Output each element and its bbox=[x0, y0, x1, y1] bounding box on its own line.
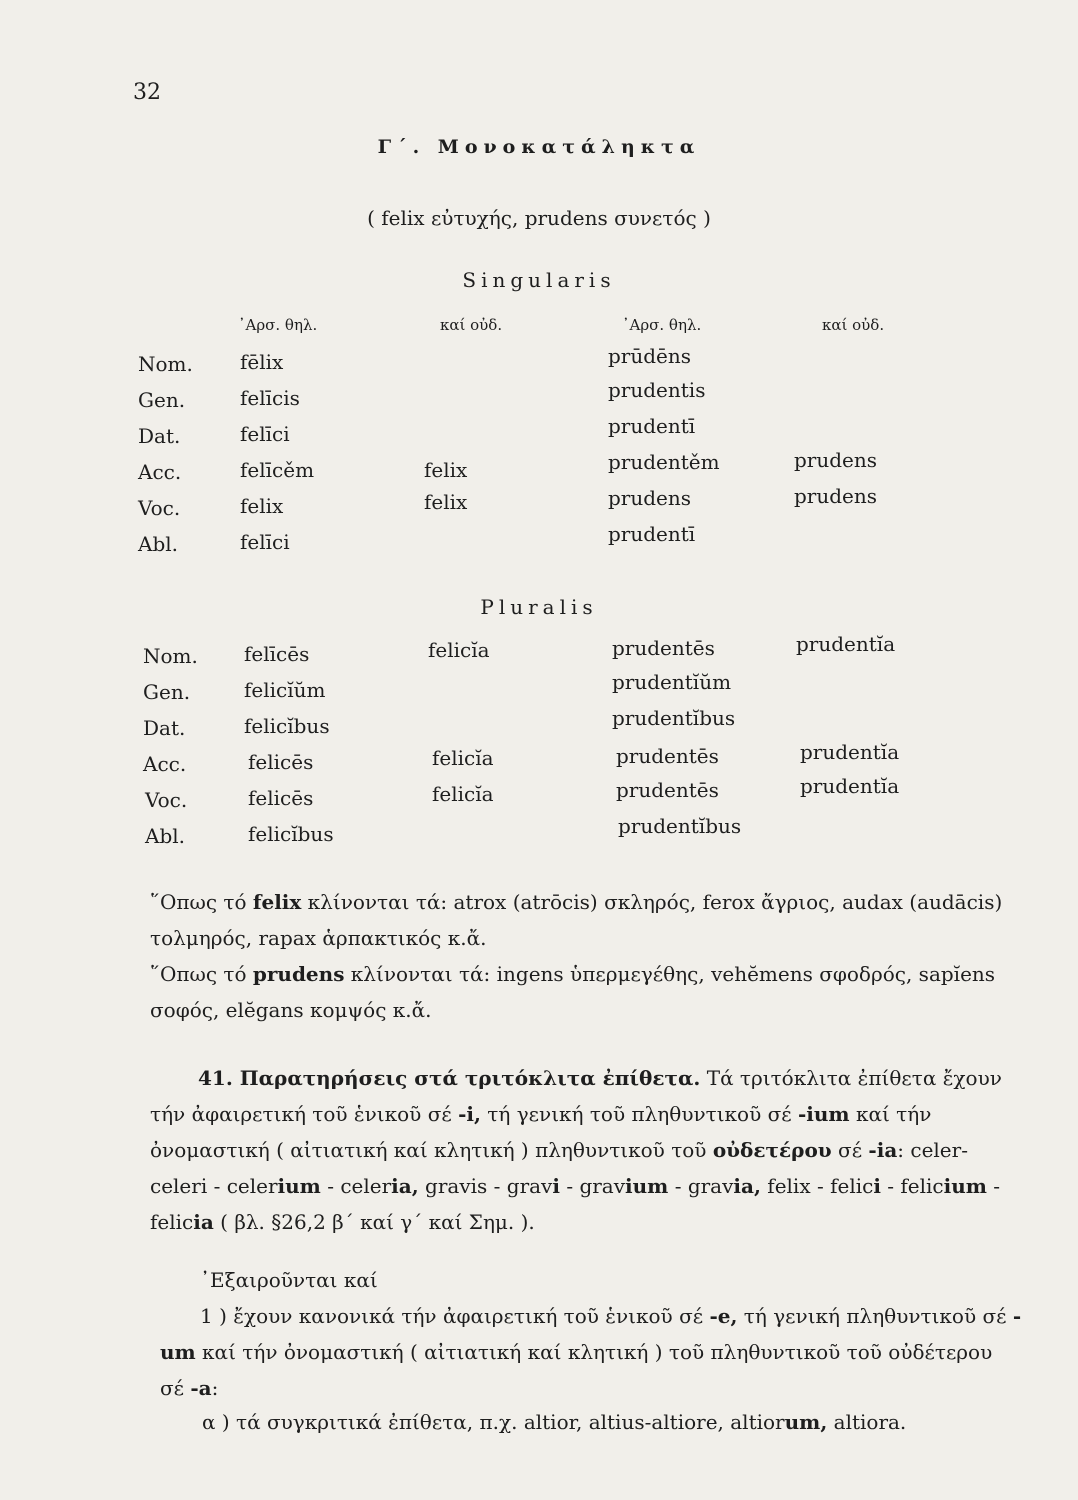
note-text: κλίνονται τά: atrox (atrōcis) σκληρός, ferox ἄγριος, audax (audācis) τολμηρός, rapax ἁρπακτικός κ.ἄ. bbox=[150, 890, 1003, 950]
col-header-prudens-neut: καί οὐδ. bbox=[822, 316, 885, 334]
felix-form: felicĭbus bbox=[244, 714, 330, 738]
prudens-form: prudentēs bbox=[616, 744, 719, 768]
felix-neuter-form: felix bbox=[424, 458, 468, 482]
prudens-form: prudentĭbus bbox=[618, 814, 742, 838]
para-text: Τά τριτόκλιτα ἐπίθετα ἔχουν τήν ἀφαιρετική τοῦ ἑνικοῦ σέ bbox=[150, 1066, 1002, 1126]
plural-heading: Pluralis bbox=[480, 595, 598, 619]
paragraph-heading: 41. Παρατηρήσεις στά τριτόκλιτα ἐπίθετα. bbox=[198, 1066, 701, 1090]
prudens-neuter-form: prudens bbox=[794, 448, 878, 472]
case-label: Voc. bbox=[138, 496, 181, 520]
para-text: : bbox=[211, 1376, 219, 1400]
para-text: καί τήν ὀνομαστική ( αἰτιατική καί κλητική ) τοῦ πληθυντικοῦ τοῦ οὐδέτερου σέ bbox=[160, 1340, 993, 1400]
para-bold: i bbox=[873, 1174, 881, 1198]
para-text: τή γενική πληθυντικοῦ σέ bbox=[737, 1304, 1013, 1328]
para-bold: -um bbox=[160, 1304, 1022, 1364]
para-bold: -i, bbox=[458, 1102, 481, 1126]
section-subtitle: ( felix εὐτυχής, prudens συνετός ) bbox=[367, 206, 711, 230]
felix-form: felīci bbox=[240, 422, 290, 446]
note-keyword: felix bbox=[252, 890, 302, 914]
para-text: - grav bbox=[559, 1174, 626, 1198]
para-text: altiora. bbox=[827, 1410, 907, 1434]
para-bold: ium bbox=[943, 1174, 987, 1198]
case-label: Gen. bbox=[138, 388, 186, 412]
case-label: Nom. bbox=[138, 352, 193, 376]
note-text: ῞Οπως τό bbox=[150, 962, 253, 986]
case-label: Nom. bbox=[143, 644, 198, 668]
case-label: Acc. bbox=[138, 460, 182, 484]
felix-form: felīcis bbox=[240, 386, 300, 410]
prudens-form: prudentēs bbox=[612, 636, 715, 660]
note-felix bbox=[150, 884, 1020, 956]
prudens-neuter-form: prudentĭa bbox=[800, 740, 900, 764]
para-text: α ) τά συγκριτικά ἐπίθετα, π.χ. altior, altius-altiore, altior bbox=[202, 1410, 785, 1434]
prudens-form: prudentĭbus bbox=[612, 706, 736, 730]
para-bold: -ium bbox=[797, 1102, 850, 1126]
prudens-form: prūdēns bbox=[608, 344, 692, 368]
felix-form: felīcěm bbox=[240, 458, 315, 482]
case-label: Acc. bbox=[143, 752, 187, 776]
case-label: Gen. bbox=[143, 680, 191, 704]
prudens-neuter-form: prudens bbox=[794, 484, 878, 508]
exception-item-a bbox=[202, 1404, 1022, 1440]
para-text: gravis - grav bbox=[418, 1174, 553, 1198]
para-text: - felic bbox=[880, 1174, 944, 1198]
prudens-form: prudentěm bbox=[608, 450, 720, 474]
note-prudens bbox=[150, 956, 1020, 1028]
prudens-form: prudentis bbox=[608, 378, 706, 402]
note-keyword: prudens bbox=[252, 962, 345, 986]
para-bold: ium bbox=[625, 1174, 669, 1198]
prudens-neuter-form: prudentĭa bbox=[800, 774, 900, 798]
case-label: Dat. bbox=[143, 716, 186, 740]
para-bold: -e, bbox=[709, 1304, 738, 1328]
para-bold: ia, bbox=[391, 1174, 419, 1198]
felix-form: fēlix bbox=[240, 350, 284, 374]
para-bold: οὐδετέρου bbox=[712, 1138, 832, 1162]
para-bold: i bbox=[552, 1174, 560, 1198]
section-title: Γ΄. Μονοκατάληκτα bbox=[377, 136, 701, 158]
col-header-felix-neut: καί οὐδ. bbox=[440, 316, 503, 334]
note-text: ῞Οπως τό bbox=[150, 890, 253, 914]
prudens-form: prudentĭŭm bbox=[612, 670, 732, 694]
felix-form: felīci bbox=[240, 530, 290, 554]
case-label: Abl. bbox=[145, 824, 185, 848]
para-text: - celer bbox=[320, 1174, 392, 1198]
felix-neuter-form: felicĭa bbox=[428, 638, 490, 662]
felix-form: felicĭbus bbox=[248, 822, 334, 846]
para-text: ( βλ. §26,2 β΄ καί γ΄ καί Σημ. ). bbox=[213, 1210, 535, 1234]
case-label: Voc. bbox=[145, 788, 188, 812]
para-bold: um, bbox=[784, 1410, 828, 1434]
para-text: - grav bbox=[668, 1174, 734, 1198]
para-text: felix - felic bbox=[760, 1174, 874, 1198]
felix-form: felīcēs bbox=[244, 642, 310, 666]
felix-form: felicĭŭm bbox=[244, 678, 326, 702]
felix-neuter-form: felix bbox=[424, 490, 468, 514]
prudens-form: prudentī bbox=[608, 414, 696, 438]
felix-form: felicēs bbox=[248, 786, 314, 810]
prudens-neuter-form: prudentĭa bbox=[796, 632, 896, 656]
para-text: : celer- celeri - celer bbox=[150, 1138, 968, 1198]
page-number: 32 bbox=[133, 80, 161, 105]
para-bold: -a bbox=[190, 1376, 212, 1400]
felix-form: felicēs bbox=[248, 750, 314, 774]
felix-neuter-form: felicĭa bbox=[432, 746, 494, 770]
para-text: τή γενική τοῦ πληθυντικοῦ σέ bbox=[480, 1102, 798, 1126]
para-bold: ia, bbox=[733, 1174, 761, 1198]
para-text: 1 ) ἔχουν κανονικά τήν ἀφαιρετική τοῦ ἑνικοῦ σέ bbox=[200, 1304, 710, 1328]
exception-item-1 bbox=[160, 1298, 1022, 1406]
singular-heading: Singularis bbox=[462, 268, 616, 292]
felix-form: felix bbox=[240, 494, 284, 518]
para-text: σέ bbox=[831, 1138, 869, 1162]
para-text: καί τήν ὀνομαστική ( αἰτιατική καί κλητική ) πληθυντικοῦ τοῦ bbox=[150, 1102, 932, 1162]
col-header-felix-masc-fem: ᾽Αρσ. θηλ. bbox=[238, 316, 318, 334]
note-text: κλίνονται τά: ingens ὑπερμεγέθης, vehĕmens σφοδρός, sapĭens σοφός, elĕgans κομψός κ.ἄ. bbox=[150, 962, 996, 1022]
prudens-form: prudentēs bbox=[616, 778, 719, 802]
prudens-form: prudens bbox=[608, 486, 692, 510]
case-label: Abl. bbox=[138, 532, 178, 556]
paragraph-41 bbox=[150, 1060, 1022, 1240]
para-text: - felic bbox=[150, 1174, 1001, 1234]
col-header-prudens-masc-fem: ᾽Αρσ. θηλ. bbox=[622, 316, 702, 334]
prudens-form: prudentī bbox=[608, 522, 696, 546]
para-bold: ium bbox=[277, 1174, 321, 1198]
felix-neuter-form: felicĭa bbox=[432, 782, 494, 806]
para-bold: ia bbox=[193, 1210, 214, 1234]
case-label: Dat. bbox=[138, 424, 181, 448]
para-bold: -ia bbox=[868, 1138, 898, 1162]
exceptions-intro: ᾽Εξαιροῦνται καί bbox=[200, 1268, 378, 1292]
